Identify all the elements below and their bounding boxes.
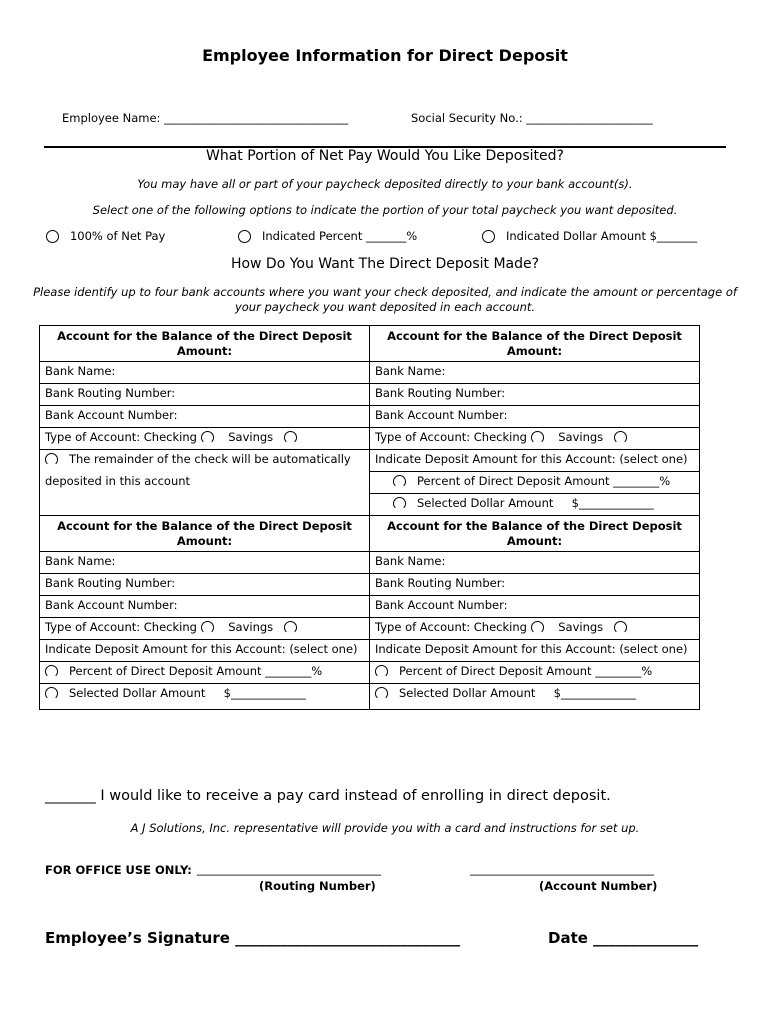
paycard-text: I would like to receive a pay card instead of enrolling in direct deposit. bbox=[100, 788, 611, 804]
dollar-blank[interactable]: $_____________ bbox=[571, 496, 654, 510]
bank-name-field[interactable]: Bank Name: bbox=[40, 362, 370, 384]
account-number-field[interactable]: Bank Account Number: bbox=[40, 406, 370, 428]
radio-icon[interactable] bbox=[238, 230, 251, 243]
option-full-net-pay[interactable] bbox=[46, 229, 165, 243]
savings-label: Savings bbox=[228, 430, 274, 444]
method-instruction-line1: Please identify up to four bank accounts where you want your check deposited, and indicate the amount or percentage of bbox=[33, 285, 737, 299]
routing-number-field[interactable]: Bank Routing Number: bbox=[370, 574, 700, 596]
option-indicated-dollar[interactable] bbox=[482, 229, 697, 243]
radio-icon[interactable] bbox=[45, 687, 58, 700]
dollar-option[interactable] bbox=[370, 684, 700, 710]
empty-cell bbox=[40, 494, 370, 516]
percent-label: Percent of Direct Deposit Amount ________% bbox=[68, 664, 323, 678]
routing-number-field[interactable]: Bank Routing Number: bbox=[370, 384, 700, 406]
checking-radio-icon[interactable] bbox=[201, 621, 214, 634]
bank-name-field[interactable]: Bank Name: bbox=[40, 552, 370, 574]
savings-radio-icon[interactable] bbox=[614, 431, 627, 444]
form-title: Employee Information for Direct Deposit bbox=[202, 46, 568, 65]
account-type-row bbox=[370, 428, 700, 450]
account-1-header: Account for the Balance of the Direct Deposit Amount: bbox=[40, 326, 370, 362]
radio-icon[interactable] bbox=[393, 475, 406, 488]
account-3-header: Account for the Balance of the Direct Deposit Amount: bbox=[40, 516, 370, 552]
date-field[interactable]: Date ______________ bbox=[548, 929, 699, 947]
remainder-radio-icon[interactable] bbox=[45, 453, 58, 466]
method-instruction-line2: your paycheck you want deposited in each account. bbox=[234, 300, 536, 314]
checking-radio-icon[interactable] bbox=[201, 431, 214, 444]
option-percent-label: Indicated Percent _______% bbox=[261, 229, 418, 243]
radio-icon[interactable] bbox=[482, 230, 495, 243]
portion-note: You may have all or part of your paycheck deposited directly to your bank account(s). bbox=[137, 177, 633, 191]
account-2-header: Account for the Balance of the Direct Deposit Amount: bbox=[370, 326, 700, 362]
account-type-row bbox=[40, 618, 370, 640]
section-heading-method: How Do You Want The Direct Deposit Made? bbox=[230, 256, 540, 272]
account-number-field[interactable]: Bank Account Number: bbox=[40, 596, 370, 618]
savings-label: Savings bbox=[558, 430, 604, 444]
employee-signature-field[interactable]: Employee’s Signature ______________________________ bbox=[45, 929, 461, 947]
office-use-label: FOR OFFICE USE ONLY: bbox=[45, 863, 192, 877]
bank-name-field[interactable]: Bank Name: bbox=[370, 362, 700, 384]
checking-radio-icon[interactable] bbox=[531, 621, 544, 634]
account-type-label: Type of Account: Checking bbox=[45, 620, 197, 634]
option-indicated-percent[interactable] bbox=[238, 229, 417, 243]
savings-radio-icon[interactable] bbox=[614, 621, 627, 634]
dollar-label: Selected Dollar Amount bbox=[68, 686, 206, 700]
savings-label: Savings bbox=[558, 620, 604, 634]
checking-radio-icon[interactable] bbox=[531, 431, 544, 444]
remainder-option[interactable] bbox=[40, 450, 370, 472]
indicate-amount-label: Indicate Deposit Amount for this Account: (select one) bbox=[370, 450, 700, 472]
radio-icon[interactable] bbox=[393, 497, 406, 510]
option-dollar-label: Indicated Dollar Amount $_______ bbox=[505, 229, 698, 243]
savings-radio-icon[interactable] bbox=[284, 431, 297, 444]
account-type-label: Type of Account: Checking bbox=[375, 620, 527, 634]
routing-caption: (Routing Number) bbox=[259, 879, 376, 893]
radio-icon[interactable] bbox=[375, 687, 388, 700]
account-type-row bbox=[370, 618, 700, 640]
radio-icon[interactable] bbox=[45, 665, 58, 678]
percent-option[interactable] bbox=[370, 472, 700, 494]
dollar-label: Selected Dollar Amount bbox=[416, 496, 554, 510]
account-number-field[interactable]: Bank Account Number: bbox=[370, 596, 700, 618]
routing-number-field[interactable]: Bank Routing Number: bbox=[40, 574, 370, 596]
routing-number-field[interactable]: Bank Routing Number: bbox=[40, 384, 370, 406]
employee-name-field[interactable]: Employee Name: ________________________________ bbox=[62, 111, 349, 125]
ssn-field[interactable]: Social Security No.: ______________________ bbox=[411, 111, 653, 125]
account-4-header: Account for the Balance of the Direct Deposit Amount: bbox=[370, 516, 700, 552]
account-type-row bbox=[40, 428, 370, 450]
dollar-option[interactable] bbox=[40, 684, 370, 710]
office-routing-blank[interactable]: ________________________________ bbox=[197, 862, 381, 876]
indicate-amount-label: Indicate Deposit Amount for this Account: (select one) bbox=[370, 640, 700, 662]
dollar-option[interactable] bbox=[370, 494, 700, 516]
dollar-blank[interactable]: $_____________ bbox=[223, 686, 306, 700]
remainder-label-line2: deposited in this account bbox=[40, 472, 370, 494]
percent-option[interactable] bbox=[370, 662, 700, 684]
percent-option[interactable] bbox=[40, 662, 370, 684]
office-account-blank[interactable]: ________________________________ bbox=[470, 862, 654, 876]
bank-name-field[interactable]: Bank Name: bbox=[370, 552, 700, 574]
savings-radio-icon[interactable] bbox=[284, 621, 297, 634]
account-caption: (Account Number) bbox=[539, 879, 658, 893]
paycard-option bbox=[45, 788, 611, 804]
dollar-label: Selected Dollar Amount bbox=[398, 686, 536, 700]
dollar-blank[interactable]: $_____________ bbox=[553, 686, 636, 700]
savings-label: Savings bbox=[228, 620, 274, 634]
account-number-field[interactable]: Bank Account Number: bbox=[370, 406, 700, 428]
percent-label: Percent of Direct Deposit Amount ________% bbox=[416, 474, 671, 488]
percent-label: Percent of Direct Deposit Amount ________% bbox=[398, 664, 653, 678]
account-type-label: Type of Account: Checking bbox=[45, 430, 197, 444]
representative-note: A J Solutions, Inc. representative will provide you with a card and instructions for set up. bbox=[130, 821, 640, 835]
radio-icon[interactable] bbox=[46, 230, 59, 243]
indicate-amount-label: Indicate Deposit Amount for this Account: (select one) bbox=[40, 640, 370, 662]
paycard-blank[interactable]: _______ bbox=[45, 788, 96, 804]
portion-instruction: Select one of the following options to indicate the portion of your total paycheck you want deposited. bbox=[92, 203, 678, 217]
section-heading-portion: What Portion of Net Pay Would You Like Deposited? bbox=[206, 148, 564, 164]
radio-icon[interactable] bbox=[375, 665, 388, 678]
option-full-label: 100% of Net Pay bbox=[69, 229, 166, 243]
bank-accounts-table bbox=[39, 325, 700, 710]
account-type-label: Type of Account: Checking bbox=[375, 430, 527, 444]
remainder-label-line1: The remainder of the check will be automatically bbox=[68, 452, 351, 466]
